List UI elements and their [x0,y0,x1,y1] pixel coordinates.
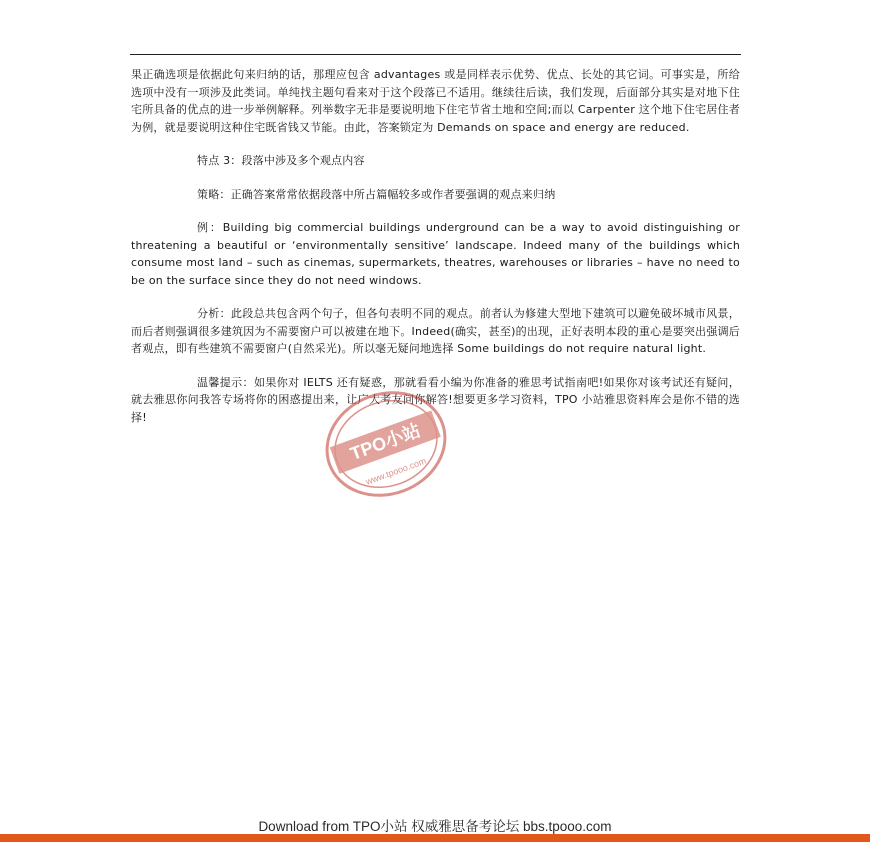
footer-download-text: Download from TPO小站 权威雅思备考论坛 bbs.tpooo.com [258,819,612,834]
stamp-text: TPO小站 [347,420,424,465]
paragraph-strategy: 策略：正确答案常常依据段落中所占篇幅较多或作者要强调的观点来归纳 [197,187,556,201]
footer-bar [0,834,870,842]
paragraph-conclusion: 果正确选项是依据此句来归纳的话，那理应包含 advantages 或是同样表示优势、优点、长处的其它词。可事实是，所给选项中没有一项涉及此类词。单纯找主题句看来对于这个段落已不适用。继续往后读，我们发现，后面部分其实是对地下住宅所具备的优点的进一步举例解释。列举数字无非是要说明地下住宅节省土地和空间;而以 Carpenter 这个地下住宅居住者为例，就是要说明这种住宅既省钱又节能。由此，答案锁定为 Demands on space and energy are reduced. [131,68,740,134]
header-rule [130,54,741,55]
paragraph-analysis: 分析：此段总共包含两个句子，但各句表明不同的观点。前者认为修建大型地下建筑可以避免破坏城市风景，而后者则强调很多建筑因为不需要窗户可以被建在地下。Indeed(确实，甚至)的出现，正好表明本段的重心是要突出强调后者观点，即有些建筑不需要窗户(自然采光)。所以毫无疑问地选择 Some buildings do not require natural light. [131,307,740,355]
stamp-url: www.tpooo.com [364,455,428,487]
paragraph-tip: 温馨提示：如果你对 IELTS 还有疑惑，那就看看小编为你准备的雅思考试指南吧!如果你对该考试还有疑问，就去雅思你问我答专场将你的困惑提出来，让广大考友问你解答!想要更多学习资料，TPO 小站雅思资料库会是你不错的选择! [131,375,740,424]
paragraph-feature-3: 特点 3：段落中涉及多个观点内容 [197,154,365,167]
paragraph-example: 例：Building big commercial buildings underground can be a way to avoid distinguishing or threatening a beautiful or ‘environmentally sensitive’ landscape. Indeed many of the buildings which consume most land – such as cinemas, supermarkets, theatres, warehouses or libraries – have no need to be on the surface since they do not need windows. [131,221,740,287]
document-body [131,66,740,426]
